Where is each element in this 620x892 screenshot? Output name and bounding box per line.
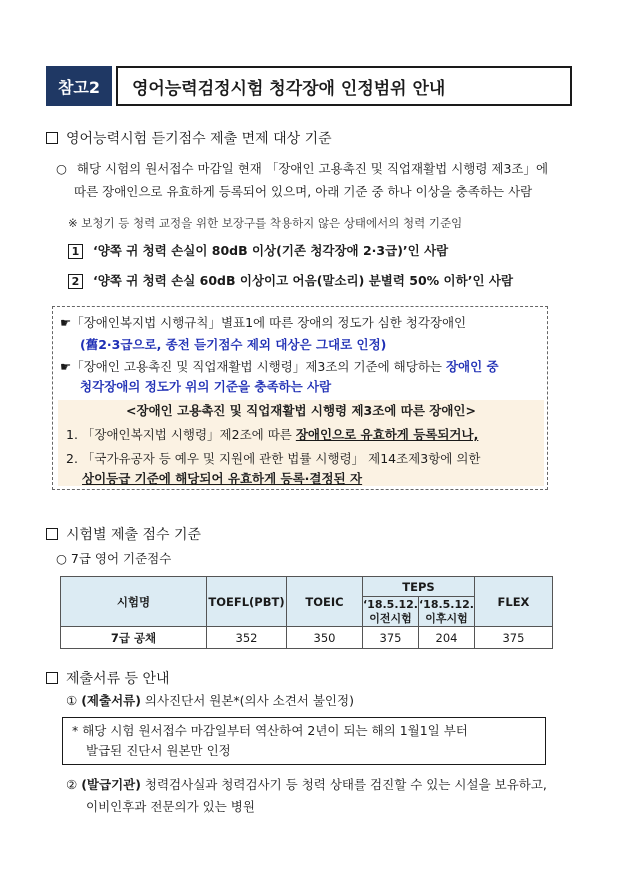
section-2-title: 시험별 제출 점수 기준 — [66, 527, 202, 543]
square-bullet-icon — [46, 672, 58, 684]
header-toefl: TOEFL(PBT) — [207, 577, 287, 627]
box-line-1: ☛「장애인복지법 시행규칙」별표1에 따른 장애의 정도가 심한 청각장애인 — [60, 315, 467, 330]
score-table — [60, 576, 553, 649]
number-1-icon: 1 — [68, 244, 83, 259]
header-exam: 시험명 — [61, 577, 207, 627]
header-toeic: TOEIC — [287, 577, 363, 627]
header-flex: FLEX — [474, 577, 552, 627]
circle-bullet-icon: ○ — [56, 161, 67, 176]
section-2-bullet: ○ 7급 영어 기준점수 — [56, 551, 172, 566]
criterion-1: 1 ‘양쪽 귀 청력 손실이 80dB 이상(기존 청각장애 2·3급)’인 사람 — [68, 240, 448, 262]
number-2-icon: 2 — [68, 274, 83, 289]
square-bullet-icon — [46, 132, 58, 144]
criterion-2: 2 ‘양쪽 귀 청력 손실 60dB 이상이고 어음(말소리) 분별력 50% 이하’인 사람 — [68, 270, 513, 292]
title-badge: 참고2 — [46, 66, 112, 106]
cell-toefl: 352 — [207, 627, 287, 649]
pointing-hand-icon: ☛ — [60, 315, 72, 330]
square-bullet-icon — [46, 528, 58, 540]
cell-flex: 375 — [474, 627, 552, 649]
section-1-title: 영어능력시험 듣기점수 제출 면제 대상 기준 — [66, 131, 332, 147]
cream-line-1: 1. 「장애인복지법 시행령」제2조에 따른 장애인으로 유효하게 등록되거나, — [66, 427, 479, 442]
section-1-heading — [46, 128, 332, 148]
document-item-1: ① (제출서류) 의사진단서 원본*(의사 소견서 불인정) — [66, 693, 354, 708]
header-teps-before: ‘18.5.12. 이전시험 — [363, 597, 418, 625]
bullet-line-2: 따른 장애인으로 유효하게 등록되어 있으며, 아래 기준 중 하나 이상을 충족하는 사람 — [74, 184, 533, 199]
box-line-2: (舊2·3급으로, 종전 듣기점수 제외 대상은 그대로 인정) — [80, 337, 387, 352]
row-label: 7급 공채 — [61, 627, 207, 649]
box-line-3: ☛「장애인 고용촉진 및 직업재활법 시행령」제3조의 기준에 해당하는 장애인 중 — [60, 359, 499, 374]
score-table-wrapper — [60, 576, 553, 649]
cell-teps-after: 204 — [418, 627, 474, 649]
document-item-2-line-2: 이비인후과 전문의가 있는 병원 — [86, 799, 255, 814]
section-3-heading — [46, 668, 170, 688]
cell-toeic: 350 — [287, 627, 363, 649]
bullet-line-1: ○ 해당 시험의 원서접수 마감일 현재 「장애인 고용촉진 및 직업재활법 시행령 제3조」에 — [56, 161, 549, 176]
note-line-1: * 해당 시험 원서접수 마감일부터 역산하여 2년이 되는 해의 1월1일 부터 — [72, 723, 468, 738]
pointing-hand-icon: ☛ — [60, 359, 72, 374]
box-line-4: 청각장애의 정도가 위의 기준을 충족하는 사람 — [80, 379, 332, 394]
header-teps-after: ‘18.5.12. 이후시험 — [418, 597, 474, 625]
reference-note: ※ 보청기 등 청력 교정을 위한 보장구를 착용하지 않은 상태에서의 청력 기준임 — [68, 216, 463, 230]
section-3-title: 제출서류 등 안내 — [66, 671, 170, 687]
cell-teps-before: 375 — [363, 627, 419, 649]
cream-line-3: 상이등급 기준에 해당되어 유효하게 등록·결정된 자 — [82, 471, 363, 486]
circled-one-icon: ① — [66, 693, 78, 708]
cream-title: <장애인 고용촉진 및 직업재활법 시행령 제3조에 따른 장애인> — [126, 403, 476, 418]
document-item-2: ② (발급기관) 청력검사실과 청력검사기 등 청력 상태를 검진할 수 있는 시설을 보유하고, — [66, 777, 547, 792]
note-line-2: 발급된 진단서 원본만 인정 — [86, 743, 231, 758]
header-teps: TEPS — [363, 577, 475, 597]
section-2-heading — [46, 524, 201, 544]
cream-line-2: 2. 「국가유공자 등 예우 및 지원에 관한 법률 시행령」 제14조제3항에 의한 — [66, 451, 481, 466]
table-row — [61, 627, 553, 649]
circled-two-icon: ② — [66, 777, 78, 792]
page-title: 영어능력검정시험 청각장애 인정범위 안내 — [116, 66, 572, 106]
